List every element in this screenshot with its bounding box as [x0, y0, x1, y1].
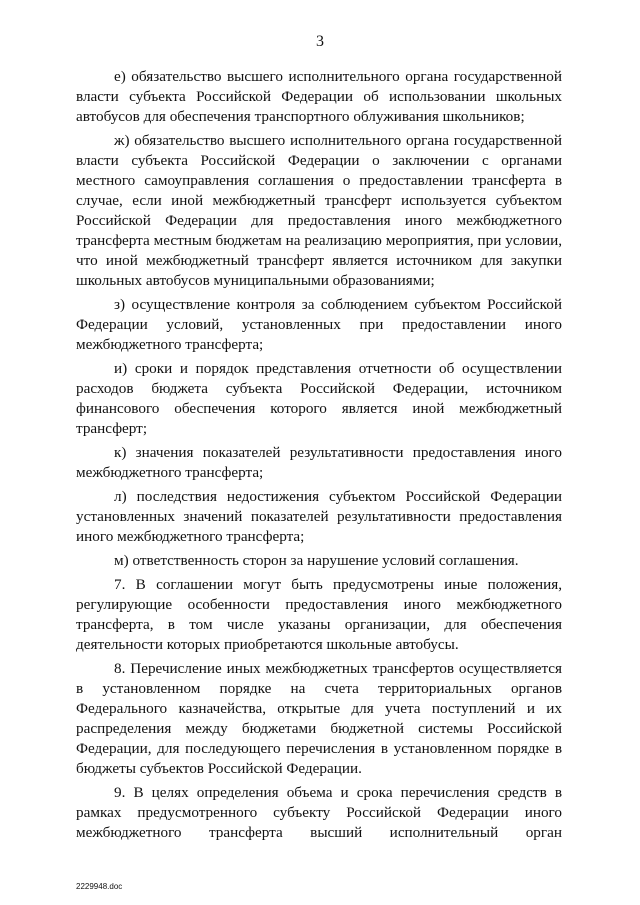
- paragraph-section-9: 9. В целях определения объема и срока перечисления средств в рамках предусмотренного субъекту Российской Федерации иного межбюджетного трансферта высший исполнительный орган: [76, 784, 562, 841]
- document-body: [76, 67, 562, 847]
- paragraph-item-k: к) значения показателей результативности предоставления иного межбюджетного трансферта;: [76, 444, 562, 481]
- page-number: 3: [316, 33, 324, 50]
- paragraph-item-m: м) ответственность сторон за нарушение условий соглашения.: [114, 552, 519, 569]
- paragraph-section-8: 8. Перечисление иных межбюджетных трансфертов осуществляется в установленном порядке на счета территориальных органов Федерального казначейства, открытые для учета поступлений и их распределения между бюджетами бюджетной системы Российской Федерации, для последующего перечисления в установленном порядке в бюджеты субъектов Российской Федерации.: [76, 660, 562, 777]
- paragraph-section-7: 7. В соглашении могут быть предусмотрены иные положения, регулирующие особенности предоставления иного межбюджетного трансферта, в том числе указаны организации, для обеспечения деятельности которых приобретаются школьные автобусы.: [76, 576, 562, 653]
- paragraph-item-e: е) обязательство высшего исполнительного органа государственной власти субъекта Российской Федерации об использовании школьных автобусов для обеспечения транспортного облуживания школьников;: [76, 68, 562, 125]
- document-file-code: 2229948.doc: [76, 882, 123, 891]
- paragraph-item-l: л) последствия недостижения субъектом Российской Федерации установленных значений показателей результативности предоставления иного межбюджетного трансферта;: [76, 488, 562, 545]
- paragraph-item-z: з) осуществление контроля за соблюдением субъектом Российской Федерации условий, установленных при предоставлении иного межбюджетного трансферта;: [76, 296, 562, 353]
- paragraph-item-zh: ж) обязательство высшего исполнительного органа государственной власти субъекта Российской Федерации о заключении с органами местного самоуправления соглашения о предоставлении трансферта в случае, если иной межбюджетный трансферт используется субъектом Российской Федерации для предоставления иного межбюджетного трансферта местным бюджетам на реализацию мероприятия, при условии, что иной межбюджетный трансферт является источником для закупки школьных автобусов муниципальными образованиями;: [76, 132, 562, 289]
- paragraph-item-i: и) сроки и порядок представления отчетности об осуществлении расходов бюджета субъекта Российской Федерации, источником финансового обеспечения которого является иной межбюджетный трансферт;: [76, 360, 562, 437]
